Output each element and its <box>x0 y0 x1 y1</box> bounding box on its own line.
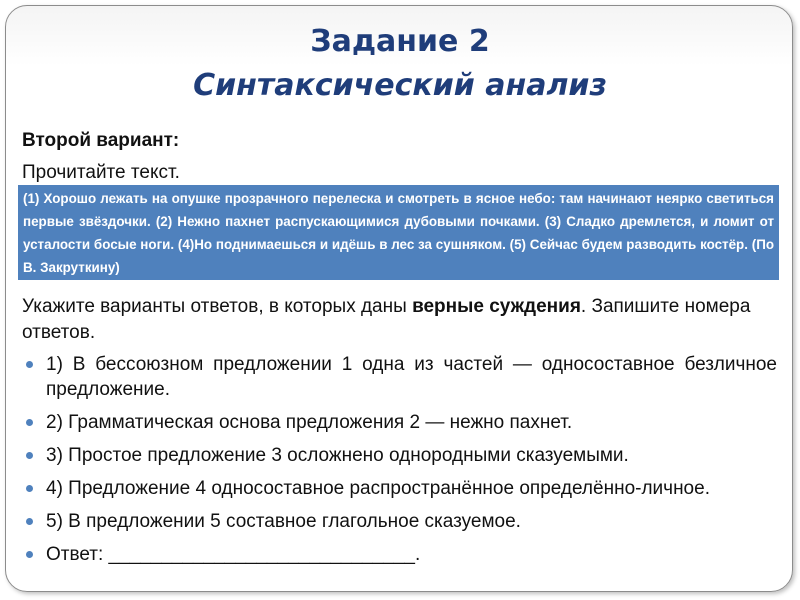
option-item <box>22 476 777 501</box>
passage-text: (1) Хорошо лежать на опушке прозрачного перелеска и смотреть в ясное небо: там начинают неярко светиться первые звёздочки. (2) Нежно пахнет распускающимися дубовыми почками. (3) Сладко дремлется, и ломит от усталости босые ноги. (4)Но поднимаешься и идёшь в лес за сушняком. (5) Сейчас будем разводить костёр. (По В. Закруткину) <box>18 185 779 280</box>
variant-label: Второй вариант: <box>22 130 180 151</box>
option-text: 1) В бессоюзном предложении 1 одна из частей — односоставное безличное предложение. <box>46 354 777 400</box>
option-item <box>22 509 777 534</box>
task-text-after: . Запишите номера ответов. <box>22 296 751 343</box>
bullet-icon <box>26 551 33 558</box>
option-text: 5) В предложении 5 составное глагольное сказуемое. <box>46 511 521 532</box>
bullet-icon <box>26 361 33 368</box>
answer-options-list <box>22 352 777 575</box>
option-item <box>22 443 777 468</box>
bullet-icon <box>26 452 33 459</box>
bullet-icon <box>26 518 33 525</box>
option-text: 2) Грамматическая основа предложения 2 — нежно пахнет. <box>46 412 573 433</box>
option-item <box>22 410 777 435</box>
task-instruction <box>22 294 777 346</box>
task-text-before: Укажите варианты ответов, в которых даны <box>22 296 413 317</box>
task-text-bold: верные суждения <box>412 296 581 317</box>
bullet-icon <box>26 485 33 492</box>
bullet-icon <box>26 419 33 426</box>
option-item <box>22 352 777 402</box>
slide-title <box>0 20 800 108</box>
title-line-2: Синтаксический анализ <box>193 68 607 103</box>
title-line-1: Задание 2 <box>310 24 490 59</box>
answer-line: Ответ: _____________________________. <box>46 544 421 565</box>
read-instruction: Прочитайте текст. <box>22 162 180 183</box>
answer-item <box>22 542 777 567</box>
option-text: 3) Простое предложение 3 осложнено однородными сказуемыми. <box>46 445 629 466</box>
option-text: 4) Предложение 4 односоставное распространённое определённо-личное. <box>46 478 710 499</box>
